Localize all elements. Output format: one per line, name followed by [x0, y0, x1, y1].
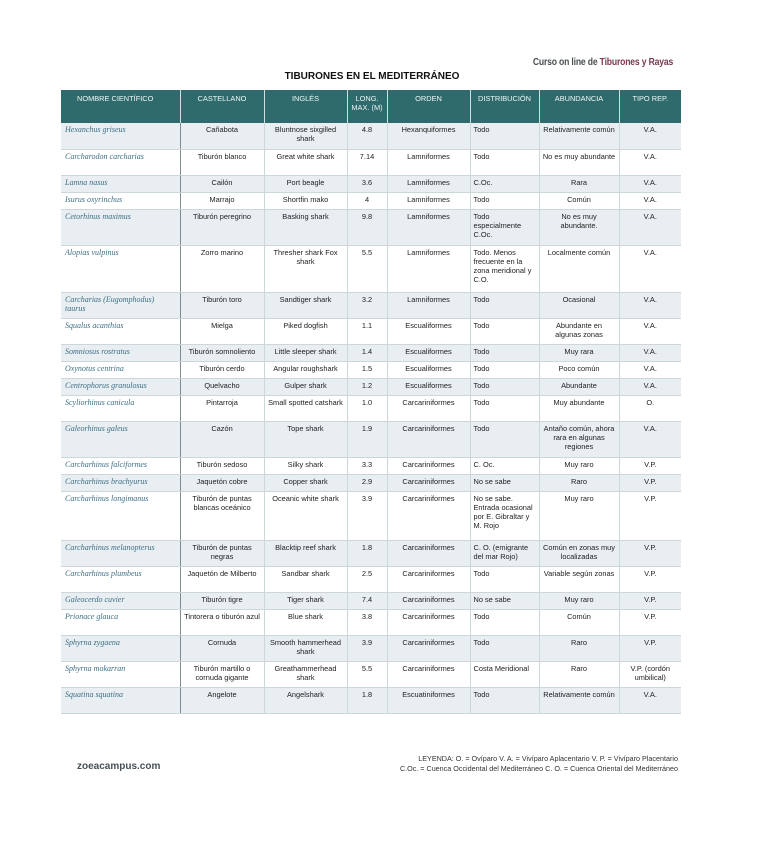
cell-abundance: Muy raro: [539, 457, 619, 474]
sharks-table: [61, 90, 681, 714]
cell-order: Lamniformes: [387, 175, 470, 192]
cell-english-name: Blacktip reef shark: [264, 540, 347, 566]
cell-spanish-name: Tiburón toro: [180, 292, 264, 318]
cell-max-length: 9.8: [347, 209, 387, 245]
table-row: [61, 395, 681, 421]
cell-abundance: Muy abundante: [539, 395, 619, 421]
cell-reproduction-type: V.A.: [619, 123, 681, 149]
cell-order: Escualiformes: [387, 361, 470, 378]
cell-english-name: Shortfin mako: [264, 192, 347, 209]
column-header-max-length: LONG. MAX. (M): [347, 90, 387, 123]
cell-distribution: Todo: [470, 395, 539, 421]
column-header-abundance: ABUNDANCIA: [539, 90, 619, 123]
cell-order: Carcariniformes: [387, 592, 470, 609]
cell-spanish-name: Tiburón somnoliento: [180, 344, 264, 361]
cell-max-length: 5.5: [347, 245, 387, 292]
cell-order: Carcariniformes: [387, 540, 470, 566]
column-header-spanish-name: CASTELLANO: [180, 90, 264, 123]
cell-spanish-name: Tintorera o tiburón azul: [180, 609, 264, 635]
cell-distribution: Todo. Menos frecuente en la zona meridional y C.O.: [470, 245, 539, 292]
cell-order: Carcariniformes: [387, 421, 470, 457]
cell-reproduction-type: V.P.: [619, 540, 681, 566]
cell-reproduction-type: V.A.: [619, 361, 681, 378]
cell-max-length: 3.8: [347, 609, 387, 635]
cell-abundance: Relativamente común: [539, 687, 619, 713]
page-title: TIBURONES EN EL MEDITERRÁNEO: [284, 71, 460, 82]
cell-spanish-name: Mielga: [180, 318, 264, 344]
cell-order: Escualiformes: [387, 318, 470, 344]
cell-order: Lamniformes: [387, 292, 470, 318]
cell-order: Carcariniformes: [387, 635, 470, 661]
cell-abundance: Antaño común, ahora rara en algunas regiones: [539, 421, 619, 457]
cell-scientific-name: Squalus acanthias: [61, 318, 180, 344]
cell-max-length: 1.8: [347, 540, 387, 566]
cell-abundance: Común: [539, 192, 619, 209]
cell-abundance: Muy raro: [539, 491, 619, 540]
cell-max-length: 3.6: [347, 175, 387, 192]
cell-english-name: Gulper shark: [264, 378, 347, 395]
cell-spanish-name: Tiburón tigre: [180, 592, 264, 609]
cell-spanish-name: Marrajo: [180, 192, 264, 209]
cell-distribution: Todo: [470, 318, 539, 344]
cell-english-name: Sandbar shark: [264, 566, 347, 592]
cell-spanish-name: Tiburón cerdo: [180, 361, 264, 378]
cell-distribution: Todo: [470, 344, 539, 361]
cell-scientific-name: Centrophorus granulosus: [61, 378, 180, 395]
table-row: [61, 661, 681, 687]
cell-order: Carcariniformes: [387, 474, 470, 491]
cell-max-length: 3.3: [347, 457, 387, 474]
cell-reproduction-type: V.A.: [619, 192, 681, 209]
cell-max-length: 3.9: [347, 635, 387, 661]
cell-spanish-name: Tiburón blanco: [180, 149, 264, 175]
table-row: [61, 175, 681, 192]
cell-abundance: Común en zonas muy localizadas: [539, 540, 619, 566]
cell-abundance: Raro: [539, 474, 619, 491]
course-brand-prefix: Curso on line de: [532, 57, 600, 68]
cell-distribution: No se sabe. Entrada ocasional por E. Gibraltar y M. Rojo: [470, 491, 539, 540]
cell-abundance: Poco común: [539, 361, 619, 378]
cell-abundance: Variable según zonas: [539, 566, 619, 592]
cell-order: Carcariniformes: [387, 566, 470, 592]
cell-scientific-name: Lamna nasus: [61, 175, 180, 192]
cell-reproduction-type: V.P. (cordón umbilical): [619, 661, 681, 687]
cell-order: Lamniformes: [387, 209, 470, 245]
cell-reproduction-type: V.A.: [619, 318, 681, 344]
table-row: [61, 566, 681, 592]
cell-spanish-name: Tiburón martillo o cornuda gigante: [180, 661, 264, 687]
cell-english-name: Great white shark: [264, 149, 347, 175]
cell-max-length: 7.14: [347, 149, 387, 175]
cell-order: Carcariniformes: [387, 457, 470, 474]
cell-order: Carcariniformes: [387, 395, 470, 421]
cell-spanish-name: Cornuda: [180, 635, 264, 661]
cell-english-name: Small spotted catshark: [264, 395, 347, 421]
legend-basins: C.Oc. = Cuenca Occidental del Mediterráneo C. O. = Cuenca Oriental del Mediterráneo: [399, 764, 678, 773]
cell-scientific-name: Galeorhinus galeus: [61, 421, 180, 457]
cell-max-length: 1.4: [347, 344, 387, 361]
cell-max-length: 2.9: [347, 474, 387, 491]
cell-max-length: 1.9: [347, 421, 387, 457]
cell-reproduction-type: O.: [619, 395, 681, 421]
cell-english-name: Copper shark: [264, 474, 347, 491]
cell-scientific-name: Carcharhinus brachyurus: [61, 474, 180, 491]
cell-scientific-name: Hexanchus griseus: [61, 123, 180, 149]
column-header-reproduction-type: TIPO REP.: [619, 90, 681, 123]
cell-reproduction-type: V.A.: [619, 209, 681, 245]
table-row: [61, 592, 681, 609]
course-brand: [533, 57, 673, 68]
cell-english-name: Little sleeper shark: [264, 344, 347, 361]
cell-scientific-name: Carcharodon carcharias: [61, 149, 180, 175]
cell-reproduction-type: V.P.: [619, 457, 681, 474]
table-row: [61, 318, 681, 344]
cell-order: Carcariniformes: [387, 609, 470, 635]
cell-distribution: Todo: [470, 149, 539, 175]
cell-abundance: Abundante en algunas zonas: [539, 318, 619, 344]
cell-english-name: Basking shark: [264, 209, 347, 245]
table-row: [61, 378, 681, 395]
cell-abundance: Raro: [539, 635, 619, 661]
table-row: [61, 421, 681, 457]
cell-english-name: Blue shark: [264, 609, 347, 635]
cell-spanish-name: Zorro marino: [180, 245, 264, 292]
cell-reproduction-type: V.P.: [619, 635, 681, 661]
cell-reproduction-type: V.P.: [619, 609, 681, 635]
cell-max-length: 2.5: [347, 566, 387, 592]
table-row: [61, 687, 681, 713]
cell-abundance: Muy rara: [539, 344, 619, 361]
cell-abundance: Muy raro: [539, 592, 619, 609]
cell-spanish-name: Pintarroja: [180, 395, 264, 421]
cell-english-name: Sandtiger shark: [264, 292, 347, 318]
cell-spanish-name: Angelote: [180, 687, 264, 713]
footer-brand: zoeacampus.com: [77, 761, 161, 772]
cell-scientific-name: Carcharhinus longimanus: [61, 491, 180, 540]
cell-reproduction-type: V.A.: [619, 175, 681, 192]
cell-reproduction-type: V.A.: [619, 344, 681, 361]
cell-english-name: Bluntnose sixgilled shark: [264, 123, 347, 149]
column-header-english-name: INGLÉS: [264, 90, 347, 123]
cell-english-name: Oceanic white shark: [264, 491, 347, 540]
table-row: [61, 540, 681, 566]
table-row: [61, 344, 681, 361]
cell-max-length: 4.8: [347, 123, 387, 149]
cell-distribution: Todo: [470, 378, 539, 395]
cell-reproduction-type: V.A.: [619, 378, 681, 395]
cell-scientific-name: Somniosus rostratus: [61, 344, 180, 361]
cell-distribution: C. Oc.: [470, 457, 539, 474]
cell-scientific-name: Alopias vulpinus: [61, 245, 180, 292]
table-row: [61, 491, 681, 540]
cell-english-name: Greathammerhead shark: [264, 661, 347, 687]
table-row: [61, 635, 681, 661]
cell-distribution: No se sabe: [470, 474, 539, 491]
cell-spanish-name: Tiburón de puntas negras: [180, 540, 264, 566]
column-header-distribution: DISTRIBUCIÓN: [470, 90, 539, 123]
cell-scientific-name: Sphyrna mokarran: [61, 661, 180, 687]
cell-reproduction-type: V.A.: [619, 245, 681, 292]
legend: [400, 754, 678, 774]
cell-english-name: Tope shark: [264, 421, 347, 457]
cell-max-length: 3.2: [347, 292, 387, 318]
cell-order: Lamniformes: [387, 192, 470, 209]
cell-max-length: 1.8: [347, 687, 387, 713]
cell-distribution: Todo: [470, 609, 539, 635]
cell-max-length: 3.9: [347, 491, 387, 540]
column-header-order: ORDEN: [387, 90, 470, 123]
cell-scientific-name: Galeocerdo cuvier: [61, 592, 180, 609]
cell-order: Escuatiniformes: [387, 687, 470, 713]
cell-scientific-name: Carcharhinus plumbeus: [61, 566, 180, 592]
cell-reproduction-type: V.P.: [619, 592, 681, 609]
cell-spanish-name: Jaquetón de Milberto: [180, 566, 264, 592]
cell-scientific-name: Carcharias (Eugomphodus) taurus: [61, 292, 180, 318]
cell-distribution: Todo: [470, 292, 539, 318]
cell-scientific-name: Cetorhinus maximus: [61, 209, 180, 245]
cell-scientific-name: Prionace glauca: [61, 609, 180, 635]
column-header-scientific-name: NOMBRE CIENTÍFICO: [61, 90, 180, 123]
table-row: [61, 245, 681, 292]
cell-english-name: Thresher shark Fox shark: [264, 245, 347, 292]
cell-english-name: Angular roughshark: [264, 361, 347, 378]
cell-spanish-name: Tiburón sedoso: [180, 457, 264, 474]
cell-max-length: 7.4: [347, 592, 387, 609]
cell-english-name: Smooth hammerhead shark: [264, 635, 347, 661]
cell-max-length: 1.5: [347, 361, 387, 378]
table-row: [61, 292, 681, 318]
cell-reproduction-type: V.P.: [619, 566, 681, 592]
cell-abundance: Raro: [539, 661, 619, 687]
cell-spanish-name: Cailón: [180, 175, 264, 192]
cell-english-name: Port beagle: [264, 175, 347, 192]
cell-distribution: C. O. (emigrante del mar Rojo): [470, 540, 539, 566]
cell-distribution: Costa Meridional: [470, 661, 539, 687]
cell-abundance: No es muy abundante.: [539, 209, 619, 245]
cell-distribution: Todo: [470, 687, 539, 713]
cell-abundance: Localmente común: [539, 245, 619, 292]
table-row: [61, 457, 681, 474]
cell-distribution: No se sabe: [470, 592, 539, 609]
cell-distribution: Todo: [470, 635, 539, 661]
cell-english-name: Angelshark: [264, 687, 347, 713]
cell-distribution: Todo: [470, 566, 539, 592]
cell-order: Carcariniformes: [387, 661, 470, 687]
table-row: [61, 209, 681, 245]
cell-scientific-name: Sphyrna zygaena: [61, 635, 180, 661]
cell-spanish-name: Quelvacho: [180, 378, 264, 395]
table-row: [61, 192, 681, 209]
cell-english-name: Piked dogfish: [264, 318, 347, 344]
cell-abundance: Ocasional: [539, 292, 619, 318]
cell-max-length: 1.2: [347, 378, 387, 395]
cell-spanish-name: Tiburón de puntas blancas oceánico: [180, 491, 264, 540]
cell-distribution: Todo: [470, 192, 539, 209]
cell-distribution: Todo: [470, 361, 539, 378]
cell-order: Escualiformes: [387, 344, 470, 361]
cell-scientific-name: Squatina squatina: [61, 687, 180, 713]
cell-scientific-name: Carcharhinus melanopterus: [61, 540, 180, 566]
cell-order: Carcariniformes: [387, 491, 470, 540]
legend-reproduction: LEYENDA: O. = Ovíparo V. A. = Vivíparo Aplacentario V. P. = Vivíparo Placentario: [418, 754, 678, 763]
cell-distribution: Todo: [470, 421, 539, 457]
table-row: [61, 149, 681, 175]
course-brand-highlight: Tiburones y Rayas: [599, 57, 673, 68]
cell-reproduction-type: V.P.: [619, 474, 681, 491]
cell-spanish-name: Jaquetón cobre: [180, 474, 264, 491]
cell-spanish-name: Tiburón peregrino: [180, 209, 264, 245]
cell-distribution: Todo: [470, 123, 539, 149]
table-row: [61, 361, 681, 378]
cell-spanish-name: Cazón: [180, 421, 264, 457]
cell-abundance: Relativamente común: [539, 123, 619, 149]
table-row: [61, 123, 681, 149]
table-row: [61, 609, 681, 635]
cell-english-name: Silky shark: [264, 457, 347, 474]
cell-order: Lamniformes: [387, 245, 470, 292]
cell-spanish-name: Cañabota: [180, 123, 264, 149]
cell-distribution: Todo especialmente C.Oc.: [470, 209, 539, 245]
cell-distribution: C.Oc.: [470, 175, 539, 192]
cell-max-length: 1.1: [347, 318, 387, 344]
cell-reproduction-type: V.A.: [619, 421, 681, 457]
cell-reproduction-type: V.A.: [619, 687, 681, 713]
table-header-row: [61, 90, 681, 123]
cell-scientific-name: Isurus oxyrinchus: [61, 192, 180, 209]
cell-scientific-name: Carcharhinus falciformes: [61, 457, 180, 474]
cell-reproduction-type: V.P.: [619, 491, 681, 540]
cell-scientific-name: Scyliorhinus canicula: [61, 395, 180, 421]
table-row: [61, 474, 681, 491]
cell-max-length: 1.0: [347, 395, 387, 421]
cell-order: Escualiformes: [387, 378, 470, 395]
cell-max-length: 5.5: [347, 661, 387, 687]
cell-scientific-name: Oxynotus centrina: [61, 361, 180, 378]
cell-abundance: Abundante: [539, 378, 619, 395]
cell-english-name: Tiger shark: [264, 592, 347, 609]
cell-order: Lamniformes: [387, 149, 470, 175]
cell-reproduction-type: V.A.: [619, 149, 681, 175]
cell-abundance: Común: [539, 609, 619, 635]
cell-reproduction-type: V.A.: [619, 292, 681, 318]
cell-abundance: No es muy abundante: [539, 149, 619, 175]
cell-max-length: 4: [347, 192, 387, 209]
cell-abundance: Rara: [539, 175, 619, 192]
cell-order: Hexanquiformes: [387, 123, 470, 149]
